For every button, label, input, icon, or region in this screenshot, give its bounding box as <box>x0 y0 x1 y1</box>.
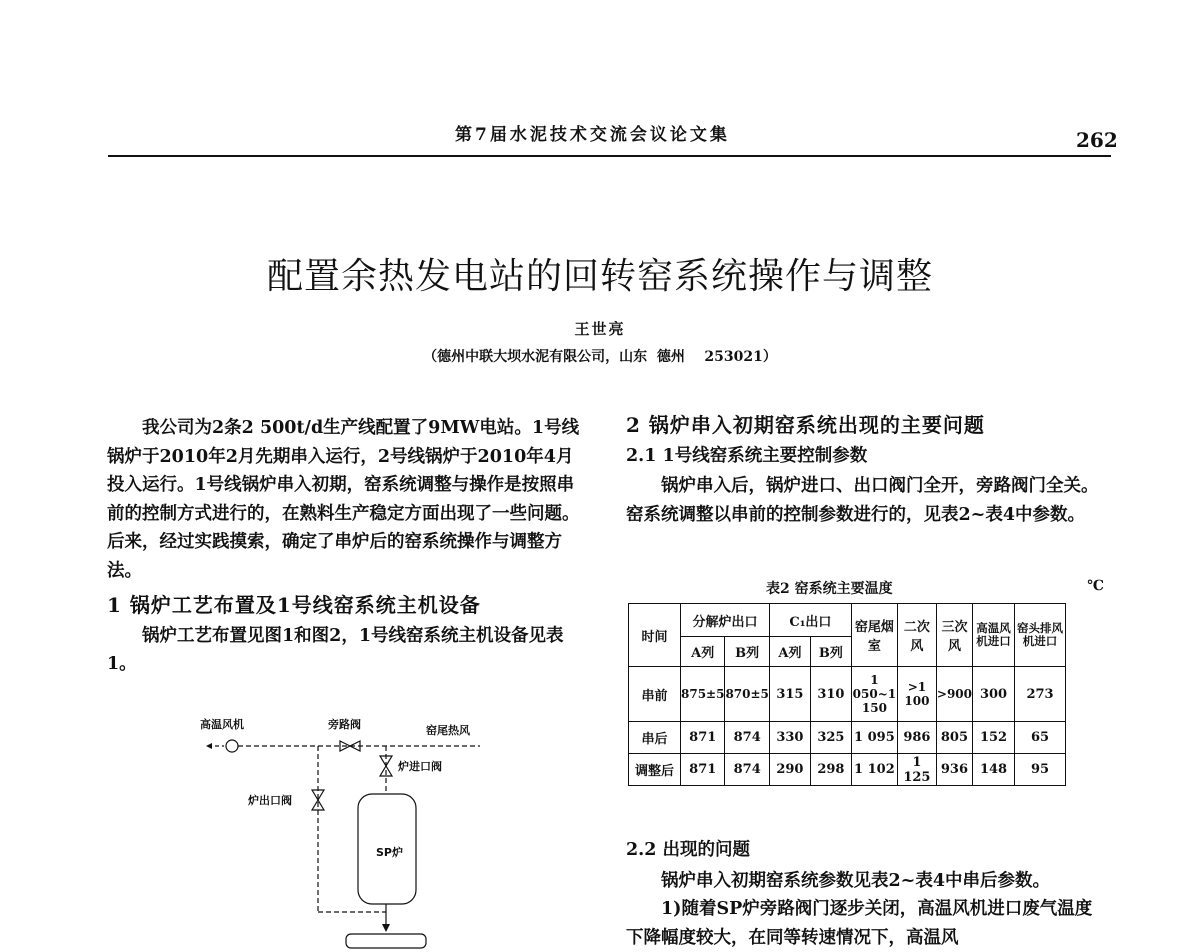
table-cell: 871 <box>681 722 725 754</box>
conveyor-icon <box>346 934 426 948</box>
running-header: 第7届水泥技术交流会议论文集 <box>455 125 730 145</box>
table-2-caption: 表2 窑系统主要温度 <box>766 581 893 597</box>
affiliation: （德州中联大坝水泥有限公司，山东 德州 253021） <box>423 349 777 365</box>
table-row <box>629 667 1066 722</box>
table-cell: 65 <box>1015 722 1066 754</box>
kiln-gas-label: 窑尾热风 <box>426 724 470 737</box>
header-calciner-b: B列 <box>725 637 769 667</box>
header-c1-a: A列 <box>769 637 810 667</box>
table-cell: 300 <box>973 667 1015 722</box>
table-cell: 1 125 <box>897 754 936 786</box>
section-2-heading: 2 锅炉串入初期窑系统出现的主要问题 <box>626 413 985 437</box>
table-cell: 148 <box>973 754 1015 786</box>
table-cell: 1 050~1 150 <box>851 667 897 722</box>
table-cell: 936 <box>936 754 972 786</box>
table-header-row <box>629 604 1066 637</box>
table-2-unit: ℃ <box>1087 578 1104 594</box>
subsection-2-1-paragraph: 锅炉串入后，锅炉进口、出口阀门全开，旁路阀门全关。窑系统调整以串前的控制参数进行的，见表2~表4中参数。 <box>626 476 1099 525</box>
table-cell: 315 <box>769 667 810 722</box>
paper-title: 配置余热发电站的回转窑系统操作与调整 <box>266 256 933 297</box>
subsection-2-2-paragraph-1: 锅炉串入初期窑系统参数见表2~表4中串后参数。 <box>661 870 1051 891</box>
table-cell: 152 <box>973 722 1015 754</box>
table-2 <box>628 603 1066 786</box>
page-number: 262 <box>1076 128 1118 152</box>
fan-icon <box>226 740 238 752</box>
header-time: 时间 <box>629 604 681 667</box>
table-cell: 874 <box>725 754 769 786</box>
header-kiln-inlet: 窑尾烟室 <box>851 604 897 667</box>
section-1-heading: 1 锅炉工艺布置及1号线窑系统主机设备 <box>107 593 481 617</box>
intro-paragraph: 我公司为2条2 500t/d生产线配置了9MW电站。1号线锅炉于2010年2月先期串入运行，2号线锅炉于2010年4月投入运行。1号线锅炉串入初期，窑系统调整与操作是按照串前的控制方式进行的，在熟料生产稳定方面出现了一些问题。后来，经过实践摸索，确定了串炉后的窑系统操作与调整方法。 <box>107 418 580 581</box>
header-fan-inlet: 高温风机进口 <box>973 604 1015 667</box>
header-calciner-a: A列 <box>681 637 725 667</box>
table-cell: >1 100 <box>897 667 936 722</box>
header-exhaust-fan-inlet: 窑头排风机进口 <box>1015 604 1066 667</box>
header-c1-b: B列 <box>810 637 851 667</box>
subsection-2-2-heading: 2.2 出现的问题 <box>626 840 751 860</box>
header-c1-outlet: C₁出口 <box>769 604 851 637</box>
fan-label: 高温风机 <box>200 718 244 731</box>
table-cell: 870±5 <box>725 667 769 722</box>
boiler-layout-diagram <box>200 712 500 952</box>
table-cell: 805 <box>936 722 972 754</box>
flow-arrow <box>206 743 212 749</box>
inlet-valve-label: 炉进口阀 <box>398 760 442 773</box>
right-column <box>626 411 1104 529</box>
header-secondary-air: 二次风 <box>897 604 936 667</box>
row-label: 串前 <box>629 667 681 722</box>
table-cell: 273 <box>1015 667 1066 722</box>
table-cell: 871 <box>681 754 725 786</box>
table-cell: 310 <box>810 667 851 722</box>
table-cell: 330 <box>769 722 810 754</box>
bypass-label: 旁路阀 <box>328 718 361 731</box>
header-calciner-outlet: 分解炉出口 <box>681 604 770 637</box>
table-cell: 95 <box>1015 754 1066 786</box>
table-cell: 1 102 <box>851 754 897 786</box>
section-1-paragraph: 锅炉工艺布置见图1和图2，1号线窑系统主机设备见表1。 <box>107 625 564 674</box>
table-cell: 874 <box>725 722 769 754</box>
table-row <box>629 754 1066 786</box>
outlet-valve-label: 炉出口阀 <box>248 794 292 807</box>
table-cell: 298 <box>810 754 851 786</box>
author: 王世亮 <box>574 320 626 338</box>
subsection-2-1-heading: 2.1 1号线窑系统主要控制参数 <box>626 445 868 466</box>
table-cell: 875±5 <box>681 667 725 722</box>
row-label: 串后 <box>629 722 681 754</box>
boiler-label: SP炉 <box>376 846 403 859</box>
table-cell: 325 <box>810 722 851 754</box>
row-label: 调整后 <box>629 754 681 786</box>
subsection-2-2-paragraph-2: 1)随着SP炉旁路阀门逐步关闭，高温风机进口废气温度下降幅度较大，在同等转速情况下，高温风 <box>626 899 1093 948</box>
table-cell: 290 <box>769 754 810 786</box>
table-cell: 986 <box>897 722 936 754</box>
right-column-lower <box>626 834 1104 952</box>
header-tertiary-air: 三次风 <box>936 604 972 667</box>
table-cell: 1 095 <box>851 722 897 754</box>
left-column <box>107 414 585 679</box>
header-rule <box>108 155 1111 157</box>
table-row <box>629 722 1066 754</box>
table-cell: >900 <box>936 667 972 722</box>
